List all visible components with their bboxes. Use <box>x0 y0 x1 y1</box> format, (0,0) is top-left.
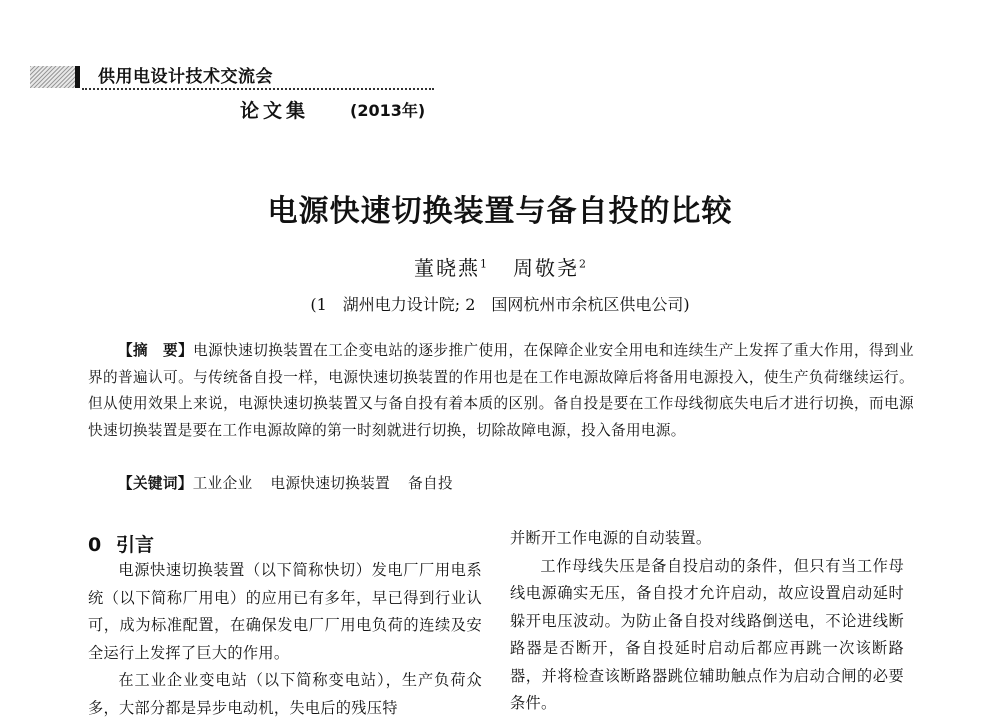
keyword-item: 备自投 <box>408 475 453 492</box>
keywords <box>88 471 914 498</box>
keyword-item: 电源快速切换装置 <box>270 475 391 492</box>
author-affiliations: (1 湖州电力设计院; 2 国网杭州市余杭区供电公司) <box>310 295 690 314</box>
body-paragraph-continued: 并断开工作电源的自动装置。 <box>510 529 712 547</box>
body-paragraph: 电源快速切换装置（以下简称快切）发电厂厂用电系统（以下简称厂用电）的应用已有多年，早已得到行业认可，成为标准配置，在确保发电厂厂用电负荷的连续及安全运行上发挥了巨大的作用。 <box>88 561 482 662</box>
author-line <box>0 252 1000 281</box>
keywords-label: 【关键词】 <box>118 475 193 492</box>
abstract-text: 电源快速切换装置在工企变电站的逐步推广使用，在保障企业安全用电和连续生产上发挥了重大作用，得到业界的普遍认可。与传统备自投一样，电源快速切换装置的作用也是在工作电源故障后将备用电源投入，使生产负荷继续运行。但从使用效果上来说，电源快速切换装置又与备自投有着本质的区别。备自投是要在工作母线彻底失电后才进行切换，而电源快速切换装置是要在工作电源故障的第一时刻就进行切换，切除故障电源，投入备用电源。 <box>88 342 914 439</box>
body-paragraph: 在工业企业变电站（以下简称变电站），生产负荷众多，大部分都是异步电动机，失电后的残压特 <box>88 671 482 717</box>
conference-series-title: 供用电设计技术交流会 <box>98 67 273 87</box>
section-number: 0 <box>88 534 102 556</box>
body-column-left <box>88 557 482 722</box>
author-affiliation-mark: 2 <box>579 257 586 271</box>
author-affiliation-mark: 1 <box>480 257 487 271</box>
abstract <box>88 338 914 444</box>
section-heading <box>88 530 154 557</box>
proceedings-year: (2013年) <box>350 101 426 120</box>
header-logo-bar <box>75 66 80 88</box>
header-logo-block <box>30 66 80 88</box>
body-column-right <box>510 525 904 718</box>
header-dotted-rule <box>82 88 434 90</box>
author-name: 董晓燕 <box>414 256 480 280</box>
proceedings-label: 论文集 <box>240 100 310 122</box>
author-name: 周敬尧 <box>513 256 579 280</box>
abstract-label: 【摘 要】 <box>118 342 194 359</box>
body-paragraph: 工作母线失压是备自投启动的条件，但只有当工作母线电源确实无压，备自投才允许启动，故应设置启动延时躲开电压波动。为防止备自投对线路倒送电，不论进线断路器是否断开，备自投延时启动后都应再跳一次该断路器，并将检查该断路器跳位辅助触点作为启动合闸的必要条件。 <box>510 556 904 712</box>
paper-title: 电源快速切换装置与备自投的比较 <box>267 194 733 229</box>
keyword-item: 工业企业 <box>192 475 253 492</box>
section-title: 引言 <box>116 534 155 556</box>
